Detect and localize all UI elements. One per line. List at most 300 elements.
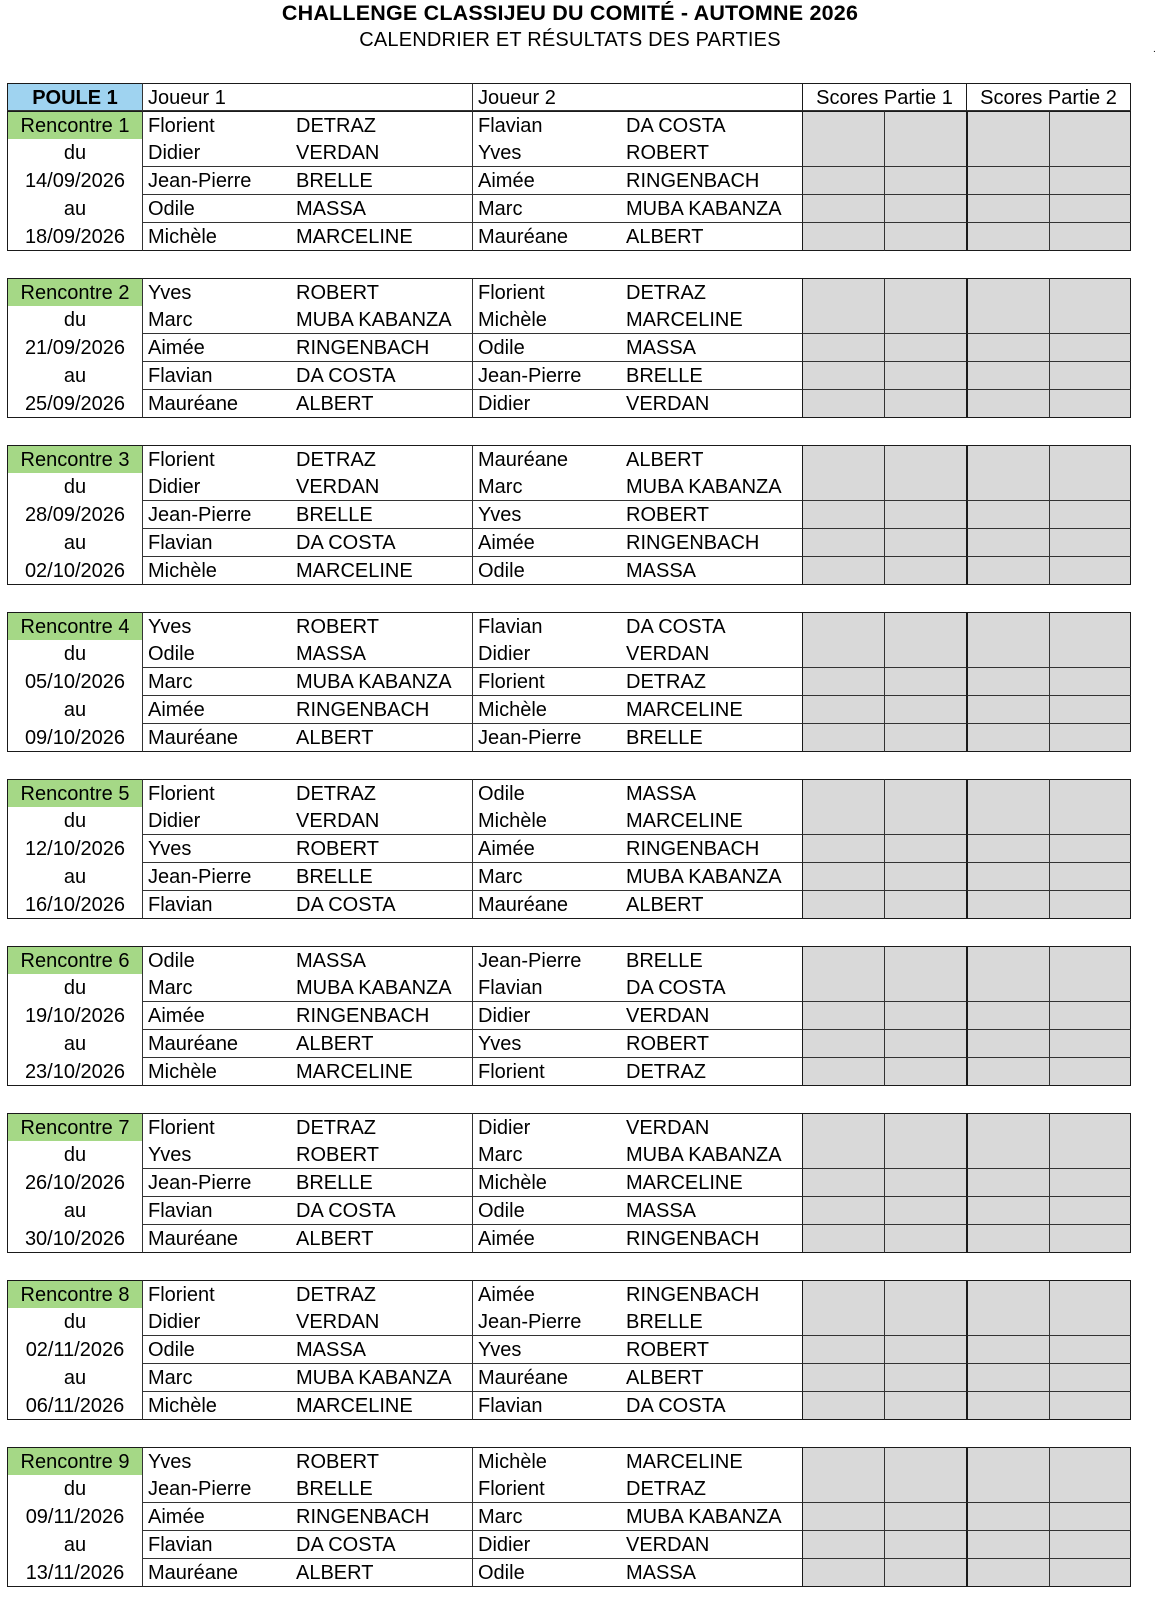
score-partie1-player1[interactable] (802, 946, 884, 974)
score-partie2-player1[interactable] (966, 139, 1049, 167)
score-partie1-player2[interactable] (884, 501, 966, 529)
score-partie1-player2[interactable] (884, 724, 966, 752)
player1-cell (142, 1169, 472, 1197)
date-value: 26/10/2026 (7, 1169, 142, 1197)
player1-cell (142, 863, 472, 891)
player2-firstname: Didier (478, 393, 531, 415)
score-partie1-player1[interactable] (802, 1503, 884, 1531)
score-partie1-player2[interactable] (884, 223, 966, 251)
date-connector: du (7, 306, 142, 334)
score-partie1-player2[interactable] (884, 835, 966, 863)
score-partie2-player1[interactable] (966, 1364, 1049, 1392)
player2-lastname: MUBA KABANZA (626, 198, 782, 220)
score-partie1-player1[interactable] (802, 1531, 884, 1559)
score-partie2-player2[interactable] (1049, 891, 1131, 919)
score-partie1-player1[interactable] (802, 1169, 884, 1197)
player2-firstname: Yves (478, 1339, 522, 1361)
score-partie1-player1[interactable] (802, 1225, 884, 1253)
block-spacer (7, 418, 1157, 445)
score-partie2-player2[interactable] (1049, 334, 1131, 362)
score-partie1-player2[interactable] (884, 640, 966, 668)
player1-lastname: MASSA (296, 950, 367, 972)
score-partie2-player1[interactable] (966, 779, 1049, 807)
score-partie1-player2[interactable] (884, 111, 966, 139)
player1-firstname: Michèle (148, 1395, 217, 1417)
player1-lastname: VERDAN (296, 142, 380, 164)
score-partie1-player2[interactable] (884, 1197, 966, 1225)
date-connector: au (7, 529, 142, 557)
score-partie1-player2[interactable] (884, 668, 966, 696)
score-partie2-player2[interactable] (1049, 974, 1131, 1002)
score-partie1-player1[interactable] (802, 529, 884, 557)
player2-cell (472, 1447, 802, 1475)
score-partie2-player1[interactable] (966, 1475, 1049, 1503)
player1-firstname: Jean-Pierre (148, 866, 252, 888)
score-partie2-player1[interactable] (966, 1113, 1049, 1141)
score-partie2-player2[interactable] (1049, 1141, 1131, 1169)
match-row (7, 835, 1157, 863)
score-partie2-player2[interactable] (1049, 1225, 1131, 1253)
score-partie2-player2[interactable] (1049, 1503, 1131, 1531)
match-row (7, 974, 1157, 1002)
player2-firstname: Odile (478, 1562, 525, 1584)
score-partie1-player2[interactable] (884, 696, 966, 724)
score-partie1-player1[interactable] (802, 1141, 884, 1169)
score-partie2-player1[interactable] (966, 334, 1049, 362)
player2-cell (472, 195, 802, 223)
score-partie1-player1[interactable] (802, 1197, 884, 1225)
rencontre-label: Rencontre 8 (7, 1280, 142, 1308)
player1-lastname: VERDAN (296, 810, 380, 832)
poule-label: POULE 1 (7, 83, 142, 111)
score-partie1-player1[interactable] (802, 724, 884, 752)
player2-cell (472, 557, 802, 585)
player2-firstname: Mauréane (478, 449, 569, 471)
player1-cell (142, 1531, 472, 1559)
player1-firstname: Flavian (148, 532, 213, 554)
score-partie2-player2[interactable] (1049, 1336, 1131, 1364)
score-partie2-player2[interactable] (1049, 1559, 1131, 1587)
score-partie2-player1[interactable] (966, 1169, 1049, 1197)
score-partie1-player1[interactable] (802, 195, 884, 223)
player1-firstname: Odile (148, 198, 195, 220)
player1-cell (142, 779, 472, 807)
score-partie2-player1[interactable] (966, 362, 1049, 390)
score-partie2-player2[interactable] (1049, 779, 1131, 807)
player2-cell (472, 807, 802, 835)
score-partie2-player1[interactable] (966, 223, 1049, 251)
score-partie1-player1[interactable] (802, 1002, 884, 1030)
player2-firstname: Marc (478, 866, 523, 888)
player1-lastname: RINGENBACH (296, 1506, 430, 1528)
score-partie2-player1[interactable] (966, 1030, 1049, 1058)
player1-firstname: Florient (148, 115, 215, 137)
score-partie2-player1[interactable] (966, 612, 1049, 640)
match-row (7, 139, 1157, 167)
player2-firstname: Yves (478, 504, 522, 526)
score-partie1-player1[interactable] (802, 640, 884, 668)
score-partie2-player1[interactable] (966, 724, 1049, 752)
player1-cell (142, 1336, 472, 1364)
score-partie2-player1[interactable] (966, 1197, 1049, 1225)
match-row (7, 1169, 1157, 1197)
player1-firstname: Flavian (148, 365, 213, 387)
score-partie2-player1[interactable] (966, 835, 1049, 863)
score-partie2-player1[interactable] (966, 195, 1049, 223)
score-partie1-player1[interactable] (802, 1336, 884, 1364)
score-partie2-player2[interactable] (1049, 835, 1131, 863)
score-partie1-player2[interactable] (884, 557, 966, 585)
score-partie2-player1[interactable] (966, 306, 1049, 334)
score-partie1-player2[interactable] (884, 779, 966, 807)
scores-partie2-header: Scores Partie 2 (966, 83, 1131, 111)
score-partie1-player2[interactable] (884, 612, 966, 640)
score-partie2-player1[interactable] (966, 1336, 1049, 1364)
player1-firstname: Florient (148, 449, 215, 471)
score-partie1-player1[interactable] (802, 779, 884, 807)
score-partie1-player1[interactable] (802, 1308, 884, 1336)
player1-lastname: DETRAZ (296, 449, 376, 471)
score-partie2-player2[interactable] (1049, 362, 1131, 390)
score-partie1-player2[interactable] (884, 946, 966, 974)
player1-lastname: ALBERT (296, 1033, 374, 1055)
corner-mark: . (1153, 44, 1156, 55)
score-partie1-player2[interactable] (884, 139, 966, 167)
score-partie1-player1[interactable] (802, 278, 884, 306)
player2-cell (472, 529, 802, 557)
player1-firstname: Aimée (148, 1506, 205, 1528)
match-row (7, 557, 1157, 585)
score-partie1-player2[interactable] (884, 1002, 966, 1030)
date-value: 06/11/2026 (7, 1392, 142, 1420)
score-partie1-player1[interactable] (802, 668, 884, 696)
score-partie2-player2[interactable] (1049, 223, 1131, 251)
score-partie1-player2[interactable] (884, 891, 966, 919)
score-partie1-player1[interactable] (802, 1280, 884, 1308)
player2-cell (472, 139, 802, 167)
player2-lastname: DETRAZ (626, 671, 706, 693)
score-partie2-player1[interactable] (966, 668, 1049, 696)
score-partie2-player2[interactable] (1049, 390, 1131, 418)
player1-firstname: Yves (148, 838, 192, 860)
rencontre-label: Rencontre 1 (7, 111, 142, 139)
score-partie1-player2[interactable] (884, 1169, 966, 1197)
player2-lastname: MASSA (626, 1562, 697, 1584)
score-partie2-player1[interactable] (966, 167, 1049, 195)
score-partie1-player1[interactable] (802, 1030, 884, 1058)
score-partie2-player1[interactable] (966, 390, 1049, 418)
player2-firstname: Jean-Pierre (478, 1311, 582, 1333)
player1-lastname: ROBERT (296, 1144, 379, 1166)
player1-cell (142, 223, 472, 251)
match-row (7, 1531, 1157, 1559)
score-partie1-player2[interactable] (884, 334, 966, 362)
score-partie2-player2[interactable] (1049, 946, 1131, 974)
score-partie2-player2[interactable] (1049, 807, 1131, 835)
score-partie1-player2[interactable] (884, 1475, 966, 1503)
match-row (7, 1002, 1157, 1030)
player2-lastname: VERDAN (626, 643, 710, 665)
page-title: CHALLENGE CLASSIJEU DU COMITÉ - AUTOMNE 2026 (281, 1, 859, 25)
score-partie1-player1[interactable] (802, 1475, 884, 1503)
score-partie2-player1[interactable] (966, 529, 1049, 557)
score-partie1-player1[interactable] (802, 1392, 884, 1420)
player2-cell (472, 167, 802, 195)
player1-cell (142, 946, 472, 974)
score-partie2-player2[interactable] (1049, 557, 1131, 585)
player2-lastname: BRELLE (626, 365, 703, 387)
player2-firstname: Odile (478, 560, 525, 582)
score-partie1-player2[interactable] (884, 1531, 966, 1559)
score-partie2-player1[interactable] (966, 891, 1049, 919)
score-partie1-player2[interactable] (884, 1447, 966, 1475)
player2-cell (472, 501, 802, 529)
score-partie1-player2[interactable] (884, 1308, 966, 1336)
score-partie1-player1[interactable] (802, 1113, 884, 1141)
score-partie2-player1[interactable] (966, 278, 1049, 306)
score-partie2-player1[interactable] (966, 1058, 1049, 1086)
score-partie2-player2[interactable] (1049, 1447, 1131, 1475)
date-connector: du (7, 473, 142, 501)
score-partie2-player2[interactable] (1049, 668, 1131, 696)
score-partie2-player2[interactable] (1049, 195, 1131, 223)
score-partie1-player1[interactable] (802, 139, 884, 167)
score-partie1-player1[interactable] (802, 1364, 884, 1392)
block-spacer (7, 1086, 1157, 1113)
player2-cell (472, 1225, 802, 1253)
score-partie1-player1[interactable] (802, 167, 884, 195)
score-partie1-player2[interactable] (884, 529, 966, 557)
player2-firstname: Michèle (478, 1172, 547, 1194)
player1-cell (142, 1447, 472, 1475)
score-partie2-player2[interactable] (1049, 696, 1131, 724)
score-partie2-player2[interactable] (1049, 863, 1131, 891)
score-partie1-player1[interactable] (802, 863, 884, 891)
score-partie1-player2[interactable] (884, 1141, 966, 1169)
score-partie2-player1[interactable] (966, 557, 1049, 585)
score-partie2-player1[interactable] (966, 1447, 1049, 1475)
score-partie1-player1[interactable] (802, 501, 884, 529)
match-row (7, 724, 1157, 752)
match-row (7, 696, 1157, 724)
score-partie2-player1[interactable] (966, 807, 1049, 835)
player2-lastname: BRELLE (626, 950, 703, 972)
score-partie1-player2[interactable] (884, 445, 966, 473)
score-partie2-player2[interactable] (1049, 111, 1131, 139)
score-partie2-player1[interactable] (966, 1225, 1049, 1253)
player2-lastname: MASSA (626, 337, 697, 359)
player1-lastname: DETRAZ (296, 783, 376, 805)
date-value: 25/09/2026 (7, 390, 142, 418)
score-partie1-player2[interactable] (884, 473, 966, 501)
score-partie1-player2[interactable] (884, 306, 966, 334)
score-partie2-player1[interactable] (966, 946, 1049, 974)
score-partie1-player2[interactable] (884, 390, 966, 418)
player1-firstname: Yves (148, 616, 192, 638)
player2-firstname: Florient (478, 671, 545, 693)
score-partie1-player1[interactable] (802, 696, 884, 724)
score-partie2-player2[interactable] (1049, 1030, 1131, 1058)
player1-cell (142, 139, 472, 167)
date-connector: au (7, 696, 142, 724)
score-partie2-player2[interactable] (1049, 1113, 1131, 1141)
player2-firstname: Michèle (478, 699, 547, 721)
block-spacer (7, 1253, 1157, 1280)
score-partie2-player2[interactable] (1049, 1475, 1131, 1503)
score-partie1-player2[interactable] (884, 863, 966, 891)
date-value: 09/11/2026 (7, 1503, 142, 1531)
score-partie2-player2[interactable] (1049, 1308, 1131, 1336)
score-partie2-player1[interactable] (966, 1002, 1049, 1030)
score-partie1-player2[interactable] (884, 362, 966, 390)
player1-lastname: ROBERT (296, 616, 379, 638)
score-partie2-player1[interactable] (966, 1308, 1049, 1336)
player2-firstname: Didier (478, 1005, 531, 1027)
match-row (7, 362, 1157, 390)
score-partie1-player2[interactable] (884, 278, 966, 306)
player1-cell (142, 1308, 472, 1336)
player1-lastname: ALBERT (296, 393, 374, 415)
player1-cell (142, 557, 472, 585)
score-partie2-player2[interactable] (1049, 724, 1131, 752)
score-partie2-player1[interactable] (966, 640, 1049, 668)
player1-cell (142, 1058, 472, 1086)
score-partie2-player2[interactable] (1049, 139, 1131, 167)
score-partie1-player1[interactable] (802, 974, 884, 1002)
score-partie2-player1[interactable] (966, 1531, 1049, 1559)
score-partie1-player2[interactable] (884, 167, 966, 195)
score-partie2-player2[interactable] (1049, 306, 1131, 334)
player2-cell (472, 111, 802, 139)
player1-firstname: Flavian (148, 894, 213, 916)
date-value: 05/10/2026 (7, 668, 142, 696)
player1-firstname: Yves (148, 1451, 192, 1473)
block-spacer (7, 919, 1157, 946)
score-partie1-player2[interactable] (884, 1113, 966, 1141)
score-partie1-player1[interactable] (802, 612, 884, 640)
score-partie2-player1[interactable] (966, 445, 1049, 473)
score-partie2-player1[interactable] (966, 473, 1049, 501)
score-partie2-player1[interactable] (966, 1280, 1049, 1308)
player2-firstname: Odile (478, 783, 525, 805)
score-partie1-player2[interactable] (884, 1030, 966, 1058)
score-partie2-player2[interactable] (1049, 1002, 1131, 1030)
score-partie1-player1[interactable] (802, 891, 884, 919)
score-partie2-player2[interactable] (1049, 1280, 1131, 1308)
score-partie2-player2[interactable] (1049, 167, 1131, 195)
score-partie2-player1[interactable] (966, 1141, 1049, 1169)
score-partie2-player2[interactable] (1049, 1364, 1131, 1392)
score-partie2-player1[interactable] (966, 1392, 1049, 1420)
score-partie1-player2[interactable] (884, 974, 966, 1002)
player2-firstname: Flavian (478, 616, 543, 638)
score-partie2-player1[interactable] (966, 1503, 1049, 1531)
player2-cell (472, 334, 802, 362)
score-partie2-player2[interactable] (1049, 1392, 1131, 1420)
match-row (7, 1392, 1157, 1420)
score-partie2-player2[interactable] (1049, 640, 1131, 668)
score-partie2-player2[interactable] (1049, 445, 1131, 473)
player1-cell (142, 1503, 472, 1531)
player1-cell (142, 278, 472, 306)
score-partie2-player2[interactable] (1049, 1197, 1131, 1225)
score-partie1-player2[interactable] (884, 1225, 966, 1253)
score-partie2-player1[interactable] (966, 111, 1049, 139)
score-partie1-player1[interactable] (802, 390, 884, 418)
score-partie2-player2[interactable] (1049, 1531, 1131, 1559)
score-partie2-player1[interactable] (966, 696, 1049, 724)
score-partie1-player1[interactable] (802, 362, 884, 390)
score-partie2-player2[interactable] (1049, 529, 1131, 557)
score-partie2-player2[interactable] (1049, 473, 1131, 501)
score-partie2-player2[interactable] (1049, 1058, 1131, 1086)
player2-cell (472, 1308, 802, 1336)
score-partie1-player1[interactable] (802, 1559, 884, 1587)
score-partie2-player2[interactable] (1049, 612, 1131, 640)
score-partie1-player1[interactable] (802, 835, 884, 863)
player2-cell (472, 1559, 802, 1587)
score-partie2-player1[interactable] (966, 974, 1049, 1002)
score-partie1-player1[interactable] (802, 334, 884, 362)
score-partie1-player2[interactable] (884, 1392, 966, 1420)
score-partie1-player2[interactable] (884, 1364, 966, 1392)
player2-cell (472, 1503, 802, 1531)
score-partie2-player1[interactable] (966, 1559, 1049, 1587)
score-partie1-player1[interactable] (802, 473, 884, 501)
score-partie1-player1[interactable] (802, 445, 884, 473)
date-connector: au (7, 195, 142, 223)
player2-lastname: ALBERT (626, 1367, 704, 1389)
score-partie1-player1[interactable] (802, 1058, 884, 1086)
player1-firstname: Marc (148, 309, 193, 331)
player1-lastname: MASSA (296, 1339, 367, 1361)
score-partie2-player2[interactable] (1049, 501, 1131, 529)
score-partie1-player2[interactable] (884, 1503, 966, 1531)
score-partie1-player2[interactable] (884, 1280, 966, 1308)
match-row (7, 891, 1157, 919)
date-value: 19/10/2026 (7, 1002, 142, 1030)
score-partie2-player2[interactable] (1049, 278, 1131, 306)
player2-lastname: ROBERT (626, 1339, 709, 1361)
player2-cell (472, 1531, 802, 1559)
score-partie2-player2[interactable] (1049, 1169, 1131, 1197)
match-row (7, 1447, 1157, 1475)
date-connector: du (7, 974, 142, 1002)
player2-cell (472, 1364, 802, 1392)
score-partie1-player2[interactable] (884, 195, 966, 223)
score-partie1-player1[interactable] (802, 111, 884, 139)
date-value: 28/09/2026 (7, 501, 142, 529)
player2-firstname: Flavian (478, 977, 543, 999)
score-partie1-player1[interactable] (802, 223, 884, 251)
score-partie1-player2[interactable] (884, 807, 966, 835)
score-partie2-player1[interactable] (966, 863, 1049, 891)
player2-cell (472, 668, 802, 696)
schedule-table (7, 83, 1157, 1587)
player1-firstname: Michèle (148, 226, 217, 248)
score-partie1-player1[interactable] (802, 1447, 884, 1475)
score-partie1-player1[interactable] (802, 557, 884, 585)
score-partie1-player2[interactable] (884, 1559, 966, 1587)
score-partie2-player1[interactable] (966, 501, 1049, 529)
score-partie1-player2[interactable] (884, 1058, 966, 1086)
score-partie1-player1[interactable] (802, 306, 884, 334)
match-row (7, 334, 1157, 362)
score-partie1-player1[interactable] (802, 807, 884, 835)
match-row (7, 1280, 1157, 1308)
score-partie1-player2[interactable] (884, 1336, 966, 1364)
player2-cell (472, 974, 802, 1002)
